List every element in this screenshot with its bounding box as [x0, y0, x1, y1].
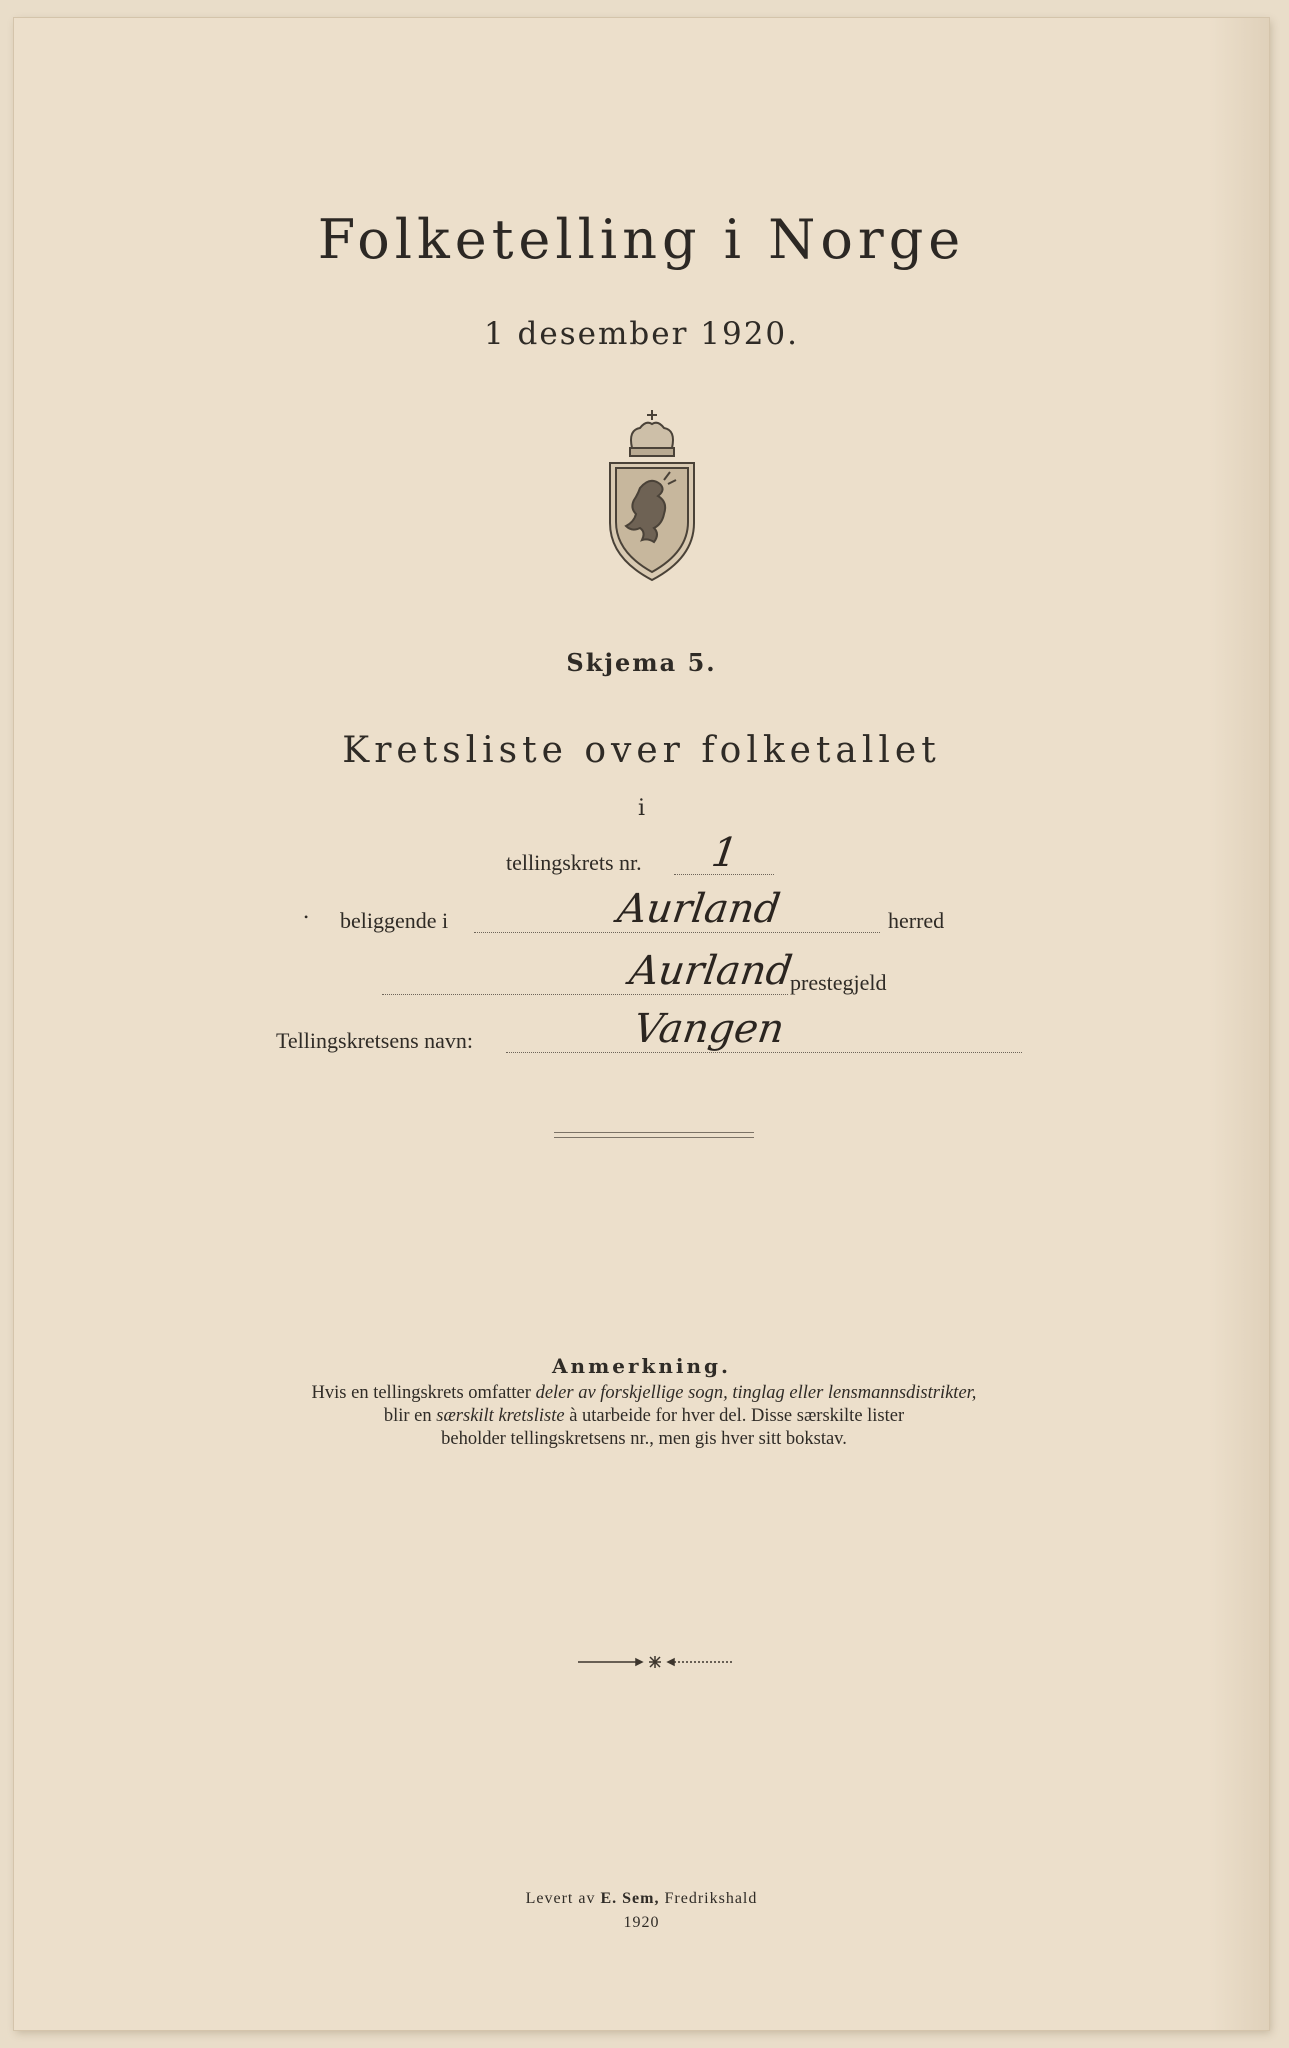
- prestegjeld-label: prestegjeld: [790, 970, 887, 995]
- page-title: Folketelling i Norge: [317, 208, 966, 271]
- krets-label: tellingskrets nr.: [506, 850, 642, 875]
- prestegjeld-value[interactable]: Aurland: [626, 948, 796, 994]
- krets-name-dotline: [506, 1052, 1022, 1053]
- remark-line-1-b: deler av forskjellige sogn, tinglag eller lensmannsdistrikter,: [535, 1383, 977, 1403]
- printer-city: Fredrikshald: [659, 1890, 758, 1907]
- krets-number-value[interactable]: 1: [708, 830, 741, 876]
- norwegian-coat-of-arms-icon: [602, 408, 702, 583]
- census-date: 1 desember 1920.: [483, 316, 800, 352]
- remark-line-3: beholder tellingskretsens nr., men gis hver sitt bokstav.: [441, 1429, 847, 1449]
- bullet-mark: •: [304, 910, 309, 924]
- printer-prefix: Levert av: [525, 1890, 601, 1907]
- krets-name-label: Tellingskretsens navn:: [276, 1028, 474, 1053]
- remark-text: [194, 1382, 1094, 1451]
- krets-name-value[interactable]: Vangen: [630, 1006, 788, 1052]
- census-form-page: [14, 18, 1269, 2030]
- herred-value[interactable]: Aurland: [614, 886, 784, 932]
- remark-line-2-a: blir en: [383, 1406, 437, 1426]
- remark-line-2-b: særskilt kretsliste: [436, 1406, 565, 1426]
- connector-word: i: [637, 796, 646, 821]
- remark-title: Anmerkning.: [552, 1354, 731, 1378]
- printer-credit: [14, 1890, 1269, 1908]
- printer-year: 1920: [623, 1914, 660, 1931]
- ornament-divider-icon: [578, 1654, 733, 1670]
- divider-rule-bottom: [554, 1137, 754, 1138]
- form-heading: Kretsliste over folketallet: [342, 730, 941, 771]
- prestegjeld-dotline: [382, 994, 788, 995]
- beliggende-dotline: [474, 932, 880, 933]
- remark-line-1-a: Hvis en tellingskrets omfatter: [311, 1383, 536, 1403]
- divider-rule-top: [554, 1132, 754, 1133]
- remark-line-2: [194, 1405, 1094, 1428]
- remark-line-1: [194, 1382, 1094, 1405]
- herred-label: herred: [888, 908, 945, 933]
- schema-number: Skjema 5.: [566, 648, 717, 677]
- beliggende-label: beliggende i: [340, 908, 449, 933]
- printer-name: E. Sem,: [600, 1890, 660, 1907]
- remark-line-2-c: à utarbeide for hver del. Disse særskilte lister: [564, 1406, 905, 1426]
